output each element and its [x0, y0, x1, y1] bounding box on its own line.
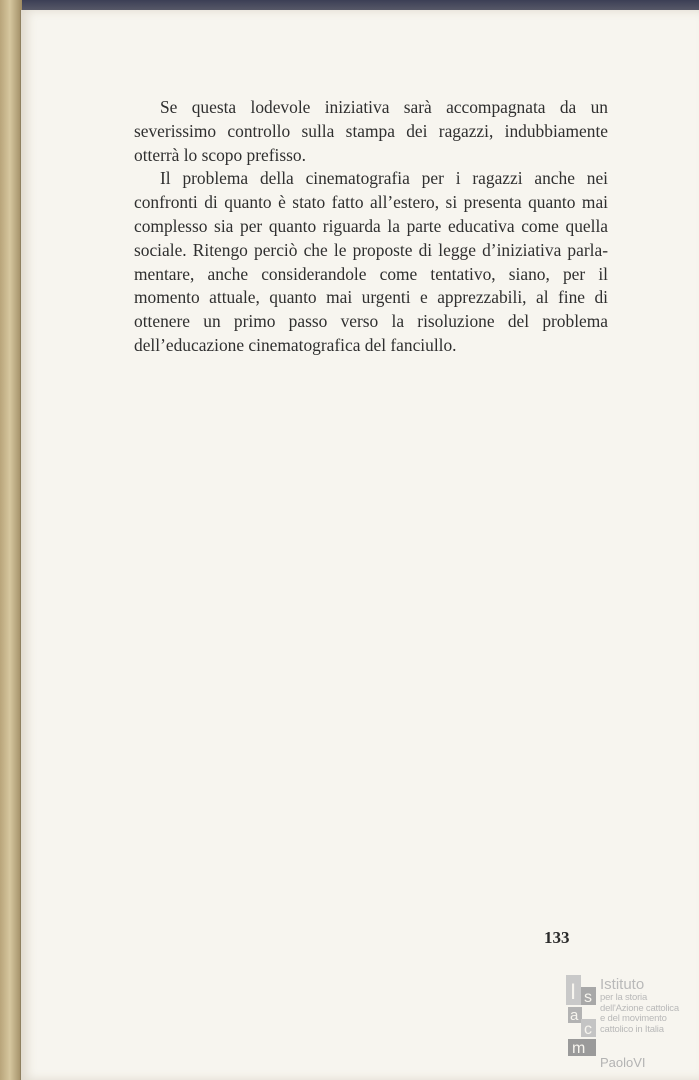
watermark-text [600, 977, 699, 1035]
book-spine-edge [0, 0, 22, 1080]
watermark-title: Istituto [600, 976, 645, 993]
watermark-line-1: per la storia [600, 992, 648, 1003]
wm-letter-a: a [570, 1007, 579, 1024]
watermark-logo [566, 975, 696, 1073]
watermark-line-2: dell'Azione cattolica [600, 1002, 679, 1014]
watermark-footer: PaoloVI [600, 1055, 646, 1070]
paragraph-2: Il problema della cinematografia per i ragazzi anche nei confronti di quanto è stato fatto all’estero, si presenta quanto mai complesso sia per quanto riguarda la parte educativa come quella sociale. Ritengo perciò che le proposte di legge d’iniziativa parlamentare, anche considerandole come tentativo, siano, per il momento attuale, quanto mai urgenti e apprezzabili, al fine di ottenere un primo passo verso la risoluzione del problema dell’educazione cinematografica del fanciullo. [134, 168, 608, 355]
watermark-letter-blocks [566, 975, 598, 1057]
watermark-line-4: cattolico in Italia [600, 1023, 664, 1035]
paragraph-1: Se questa lodevole iniziativa sarà accompagnata da un severissimo controllo sulla stampa dei ragazzi, indubbiamente otterrà lo scopo prefisso. [134, 97, 608, 165]
page-number: 133 [544, 928, 570, 947]
book-page [20, 10, 699, 1080]
wm-letter-m: m [572, 1040, 586, 1057]
wm-letter-s: s [584, 989, 592, 1006]
watermark-line-3: e del movimento [600, 1013, 667, 1024]
body-text [134, 96, 608, 358]
wm-letter-i: I [570, 979, 577, 1004]
wm-letter-c: c [584, 1021, 592, 1038]
